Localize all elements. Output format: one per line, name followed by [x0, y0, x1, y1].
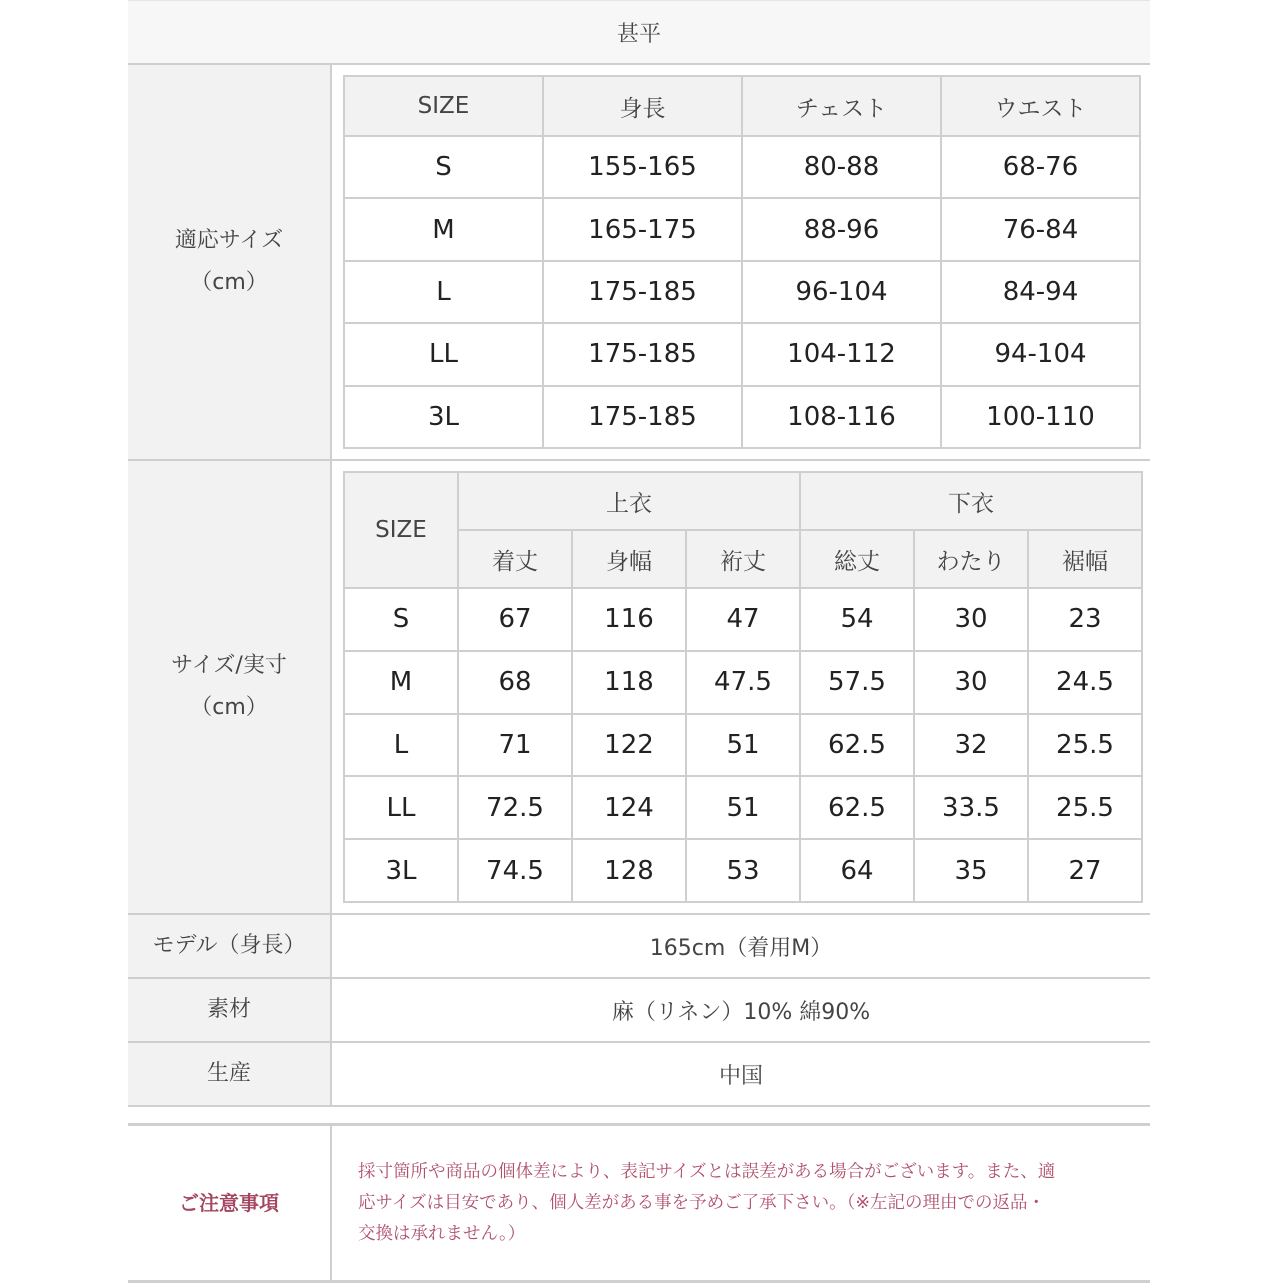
table-row: [344, 136, 1140, 198]
waist-cell: 84-94: [941, 261, 1140, 323]
table-row: [344, 261, 1140, 323]
value-cell: 30: [914, 651, 1028, 714]
value-cell: 57.5: [800, 651, 914, 714]
actual-size-table: [343, 471, 1143, 903]
size-cell: LL: [344, 323, 543, 385]
value-cell: 47: [686, 588, 800, 651]
value-cell: 33.5: [914, 776, 1028, 839]
notice-line: 交換は承れません。）: [358, 1223, 526, 1244]
waist-cell: 68-76: [941, 136, 1140, 198]
size-cell: 3L: [344, 386, 543, 448]
value-cell: 24.5: [1028, 651, 1142, 714]
header-sleeve-length: 裄丈: [686, 530, 800, 588]
origin-row: [128, 1043, 1150, 1107]
page-title: 甚平: [128, 0, 1150, 65]
height-cell: 175-185: [543, 323, 742, 385]
value-cell: 54: [800, 588, 914, 651]
header-top-garment: 上衣: [458, 472, 800, 530]
table-row: [344, 386, 1140, 448]
height-cell: 175-185: [543, 386, 742, 448]
value-cell: 67: [458, 588, 572, 651]
value-cell: 122: [572, 714, 686, 777]
header-size: SIZE: [344, 76, 543, 136]
table-row: [344, 839, 1142, 902]
table-row: [344, 588, 1142, 651]
header-length: 着丈: [458, 530, 572, 588]
value-cell: 74.5: [458, 839, 572, 902]
value-cell: 62.5: [800, 776, 914, 839]
value-cell: 27: [1028, 839, 1142, 902]
header-body-width: 身幅: [572, 530, 686, 588]
chest-cell: 104-112: [742, 323, 941, 385]
header-hem-width: 裾幅: [1028, 530, 1142, 588]
actual-size-label-text: サイズ/実寸: [171, 653, 287, 678]
origin-value: 中国: [718, 1063, 763, 1089]
size-cell: S: [344, 136, 543, 198]
material-value: 麻（リネン）10% 綿90%: [611, 999, 871, 1025]
value-cell: 25.5: [1028, 714, 1142, 777]
size-cell: LL: [344, 776, 458, 839]
model-label: モデル（身長）: [128, 915, 332, 977]
actual-size-content: [332, 461, 1150, 913]
value-cell: 32: [914, 714, 1028, 777]
fit-size-content: [332, 65, 1150, 459]
size-cell: L: [344, 261, 543, 323]
table-row: [344, 323, 1140, 385]
header-bottom-garment: 下衣: [800, 472, 1142, 530]
fit-size-header-row: [344, 76, 1140, 136]
size-cell: 3L: [344, 839, 458, 902]
group-header-row: [344, 472, 1142, 530]
size-cell: M: [344, 651, 458, 714]
value-cell: 116: [572, 588, 686, 651]
value-cell: 53: [686, 839, 800, 902]
notice-text: [332, 1126, 1150, 1280]
value-cell: 23: [1028, 588, 1142, 651]
waist-cell: 94-104: [941, 323, 1140, 385]
value-cell: 71: [458, 714, 572, 777]
table-row: [344, 198, 1140, 260]
waist-cell: 76-84: [941, 198, 1140, 260]
chest-cell: 80-88: [742, 136, 941, 198]
fit-size-table: [343, 75, 1141, 449]
value-cell: 47.5: [686, 651, 800, 714]
value-cell: 118: [572, 651, 686, 714]
value-cell: 51: [686, 776, 800, 839]
fit-size-label: [128, 65, 332, 459]
height-cell: 155-165: [543, 136, 742, 198]
header-thigh: わたり: [914, 530, 1028, 588]
value-cell: 68: [458, 651, 572, 714]
fit-size-section: [128, 65, 1150, 461]
actual-size-section: [128, 461, 1150, 915]
notice-row: [128, 1123, 1150, 1283]
model-row: [128, 915, 1150, 979]
origin-label: 生産: [128, 1043, 332, 1105]
header-chest: チェスト: [742, 76, 941, 136]
model-value: 165cm（着用M）: [649, 935, 833, 961]
table-row: [344, 651, 1142, 714]
height-cell: 165-175: [543, 198, 742, 260]
fit-size-label-unit: （cm）: [190, 270, 268, 295]
table-row: [344, 714, 1142, 777]
material-row: [128, 979, 1150, 1043]
value-cell: 51: [686, 714, 800, 777]
notice-label: ご注意事項: [128, 1126, 332, 1280]
value-cell: 72.5: [458, 776, 572, 839]
header-size: SIZE: [344, 472, 458, 588]
waist-cell: 100-110: [941, 386, 1140, 448]
header-height: 身長: [543, 76, 742, 136]
size-cell: M: [344, 198, 543, 260]
value-cell: 64: [800, 839, 914, 902]
size-cell: S: [344, 588, 458, 651]
notice-line: 採寸箇所や商品の個体差により、表記サイズとは誤差がある場合がございます。また、適: [358, 1161, 1056, 1182]
material-label: 素材: [128, 979, 332, 1041]
value-cell: 25.5: [1028, 776, 1142, 839]
chest-cell: 96-104: [742, 261, 941, 323]
value-cell: 62.5: [800, 714, 914, 777]
chest-cell: 108-116: [742, 386, 941, 448]
header-waist: ウエスト: [941, 76, 1140, 136]
size-spec-sheet: [128, 0, 1150, 1283]
header-total-length: 総丈: [800, 530, 914, 588]
height-cell: 175-185: [543, 261, 742, 323]
value-cell: 35: [914, 839, 1028, 902]
value-cell: 124: [572, 776, 686, 839]
sub-header-row: [344, 530, 1142, 588]
actual-size-label-unit: （cm）: [190, 695, 268, 720]
actual-size-label: [128, 461, 332, 913]
size-cell: L: [344, 714, 458, 777]
chest-cell: 88-96: [742, 198, 941, 260]
notice-line: 応サイズは目安であり、個人差がある事を予めご了承下さい。（※左記の理由での返品・: [358, 1192, 1046, 1213]
value-cell: 128: [572, 839, 686, 902]
value-cell: 30: [914, 588, 1028, 651]
table-row: [344, 776, 1142, 839]
fit-size-label-text: 適応サイズ: [174, 228, 284, 253]
